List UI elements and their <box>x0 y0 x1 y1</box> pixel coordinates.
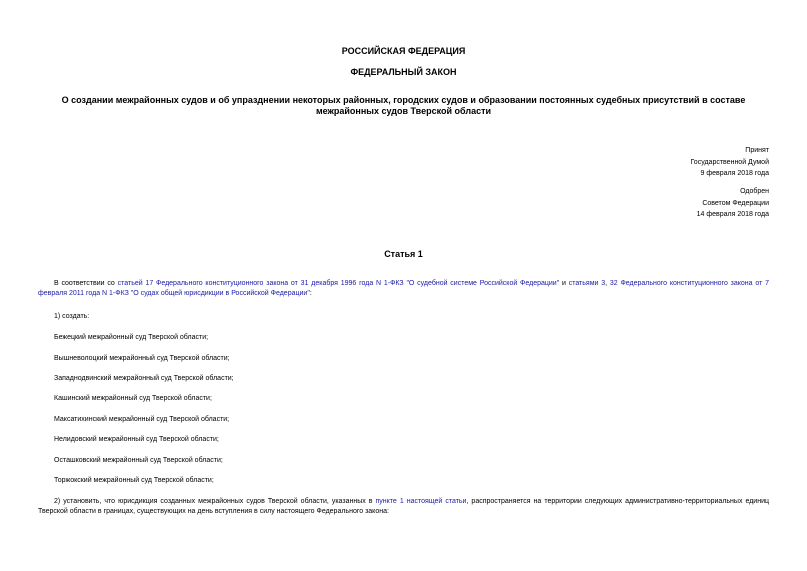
list-item: Бежецкий межрайонный суд Тверской области; <box>54 334 209 341</box>
approval-council-line2: Советом Федерации <box>702 199 769 207</box>
intro-separator: , <box>605 280 610 287</box>
point-2-prefix: 2) установить, что юрисдикция созданных межрайонных судов Тверской области, указанных в <box>54 498 376 505</box>
list-item: Вышневолоцкий межрайонный суд Тверской области; <box>54 355 230 362</box>
adoption-duma-line2: Государственной Думой <box>690 158 769 166</box>
list-item: Кашинский межрайонный суд Тверской области; <box>54 395 212 402</box>
adoption-duma-block <box>690 145 769 180</box>
list-item: Нелидовский межрайонный суд Тверской области; <box>54 436 219 443</box>
point-1-label: 1) создать: <box>54 313 90 320</box>
article-intro-paragraph <box>38 279 769 299</box>
list-item: Осташковский межрайонный суд Тверской области; <box>54 457 223 464</box>
law-title: О создании межрайонных судов и об упразднении некоторых районных, городских судов и образовании постоянных судебных присутствий в составе межрайонных судов Тверской области <box>61 95 746 116</box>
link-fkz-judicial-system[interactable]: статьей 17 Федерального конституционного закона от 31 декабря 1996 года N 1-ФКЗ "О судебной системе Российской Федерации" <box>117 280 560 287</box>
approval-council-block <box>697 186 769 221</box>
adoption-duma-date: 9 февраля 2018 года <box>700 170 769 177</box>
list-item: Максатихинский межрайонный суд Тверской области; <box>54 416 230 423</box>
list-item: Западнодвинский межрайонный суд Тверской области; <box>54 375 234 382</box>
list-item: Торжокский межрайонный суд Тверской области; <box>54 477 214 484</box>
point-2-paragraph <box>38 497 769 517</box>
heading-country: РОССИЙСКАЯ ФЕДЕРАЦИЯ <box>341 46 466 56</box>
intro-prefix: В соответствии со <box>54 280 118 287</box>
intro-middle: и <box>559 280 569 287</box>
article-heading: Статья 1 <box>384 249 423 259</box>
link-point-1[interactable]: пункте 1 настоящей статьи <box>375 498 467 505</box>
adoption-duma-line1: Принят <box>745 147 769 154</box>
link-article-3[interactable]: статьями 3 <box>568 280 606 287</box>
heading-law-type: ФЕДЕРАЛЬНЫЙ ЗАКОН <box>350 67 457 77</box>
link-fkz-general-courts[interactable]: 32 Федерального конституционного закона от 7 февраля 2011 года N 1-ФКЗ "О судах общей юрисдикции в Российской Федерации" <box>38 280 769 297</box>
approval-council-date: 14 февраля 2018 года <box>696 211 769 218</box>
point-2-suffix: , распространяется на территории следующих административно-территориальных единиц Тверской области в границах, существующих на день вступления в силу настоящего Федерального закона: <box>38 498 769 515</box>
approval-council-line1: Одобрен <box>740 188 769 195</box>
intro-suffix: : <box>309 290 312 297</box>
